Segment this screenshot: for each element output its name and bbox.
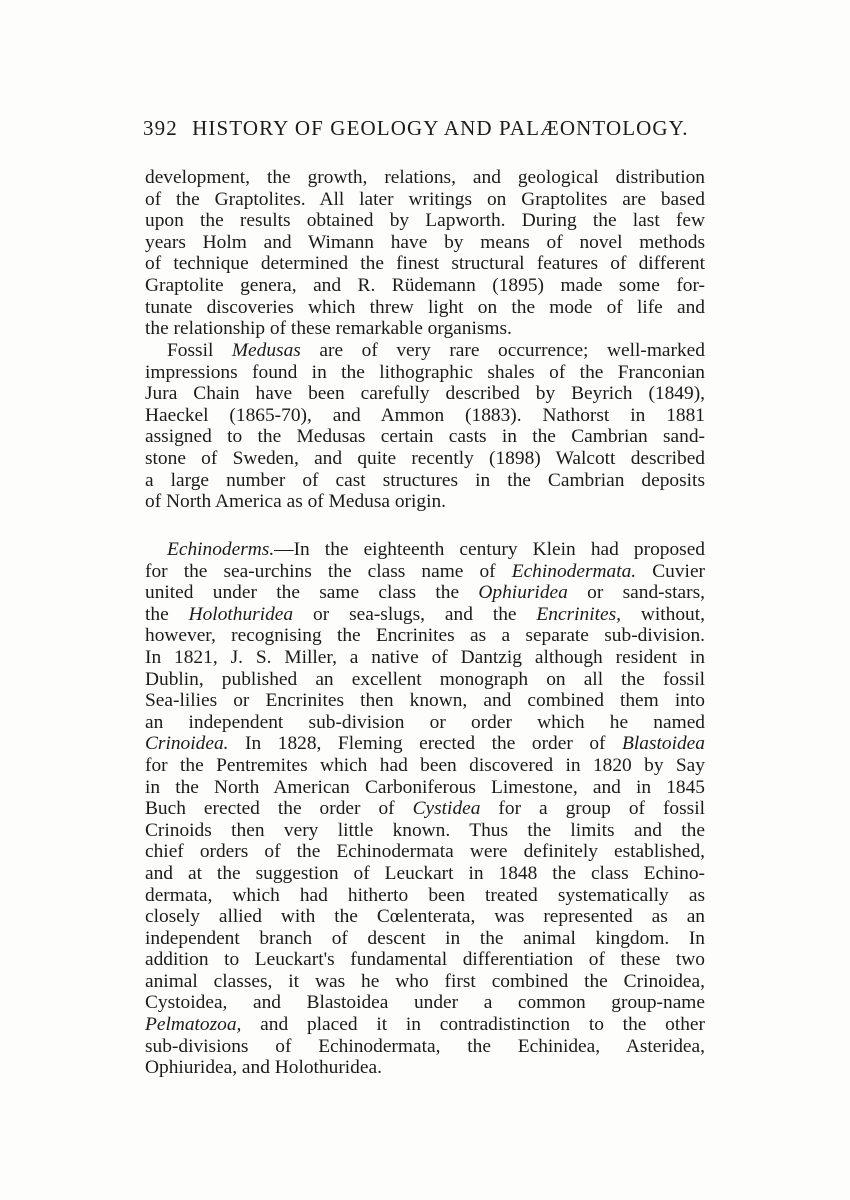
text-line: assigned to the Medusas certain casts in the Cambrian sand- (145, 426, 705, 448)
text-line: development, the growth, relations, and geological distribution (145, 167, 705, 188)
text-line: united under the same class the Ophiuridea or sand-stars, (145, 582, 705, 604)
text-line: an independent sub-division or order which he named (145, 711, 705, 733)
text-line: sub-divisions of Echinodermata, the Echinidea, Asteridea, (145, 1035, 705, 1057)
text-line: independent branch of descent in the animal kingdom. In (145, 927, 705, 949)
italic-term: Cystidea (412, 798, 481, 820)
text-line: for the Pentremites which had been discovered in 1820 by Say (145, 754, 705, 776)
text-line: Buch erected the order of Cystidea for a group of fossil (145, 798, 705, 820)
page-number: 392 (143, 116, 178, 140)
text-line: of the Graptolites. All later writings on Graptolites are based (145, 188, 705, 210)
paragraph-medusas (145, 340, 705, 513)
text-line: Fossil Medusas are of very rare occurrence; well-marked (167, 340, 705, 361)
text-line: Crinoids then very little known. Thus the limits and the (145, 819, 705, 841)
text-line: years Holm and Wimann have by means of novel methods (145, 231, 705, 253)
italic-term: Ophiuridea (478, 582, 568, 604)
text-line: stone of Sweden, and quite recently (1898) Walcott described (145, 447, 705, 469)
text-line: closely allied with the Cœlenterata, was represented as an (145, 906, 705, 928)
text-line: in the North American Carboniferous Limestone, and in 1845 (145, 776, 705, 798)
text-line: Sea-lilies or Encrinites then known, and combined them into (145, 690, 705, 712)
section-heading: Echinoderms. (167, 539, 275, 560)
italic-term: Crinoidea. (145, 733, 229, 755)
text-line: In 1821, J. S. Miller, a native of Dantzig although resident in (145, 646, 705, 668)
text-line: upon the results obtained by Lapworth. During the last few (145, 210, 705, 232)
text-line: Echinoderms.—In the eighteenth century Klein had proposed (167, 539, 705, 560)
paragraph-echinoderms (145, 539, 705, 1079)
italic-term: Echinodermata. (511, 560, 637, 582)
text-line: addition to Leuckart's fundamental differentiation of these two (145, 949, 705, 971)
text-line: dermata, which had hitherto been treated systematically as (145, 884, 705, 906)
text-line: Crinoidea. In 1828, Fleming erected the order of Blastoidea (145, 733, 705, 755)
running-header (143, 116, 689, 141)
text-line: animal classes, it was he who first combined the Crinoidea, (145, 970, 705, 992)
text-line: a large number of cast structures in the Cambrian deposits (145, 469, 705, 491)
text-line: Dublin, published an excellent monograph on all the fossil (145, 668, 705, 690)
text-line: Haeckel (1865-70), and Ammon (1883). Nathorst in 1881 (145, 404, 705, 426)
text-line: Cystoidea, and Blastoidea under a common group-name (145, 992, 705, 1014)
italic-term: Holothuridea (188, 603, 294, 625)
text-line: for the sea-urchins the class name of Echinodermata. Cuvier (145, 560, 706, 582)
text-line: chief orders of the Echinodermata were definitely established, (145, 841, 705, 863)
italic-term: Blastoidea (622, 733, 705, 755)
italic-term: Pelmatozoa, (145, 1014, 242, 1036)
text-line: tunate discoveries which threw light on the mode of life and (145, 296, 705, 318)
text-line: impressions found in the lithographic shales of the Franconian (145, 361, 705, 383)
italic-term: Encrinites, (536, 603, 621, 625)
text-line: Jura Chain have been carefully described by Beyrich (1849), (145, 383, 705, 405)
text-line: of North America as of Medusa origin. (145, 491, 447, 513)
text-line: Ophiuridea, and Holothuridea. (145, 1057, 382, 1079)
paragraph-graptolites (145, 167, 705, 340)
text-line: of technique determined the finest structural features of different (145, 253, 705, 275)
text-line: Pelmatozoa, and placed it in contradistinction to the other (145, 1014, 705, 1036)
running-title: HISTORY OF GEOLOGY AND PALÆONTOLOGY. (192, 116, 689, 140)
text-line: the Holothuridea or sea-slugs, and the Encrinites, without, (145, 603, 705, 625)
text-line: Graptolite genera, and R. Rüdemann (1895) made some for- (145, 274, 705, 296)
text-line: the relationship of these remarkable organisms. (145, 318, 512, 340)
italic-term: Medusas (231, 340, 301, 361)
text-line: however, recognising the Encrinites as a separate sub-division. (145, 625, 705, 647)
text-line: and at the suggestion of Leuckart in 1848 the class Echino- (145, 862, 705, 884)
